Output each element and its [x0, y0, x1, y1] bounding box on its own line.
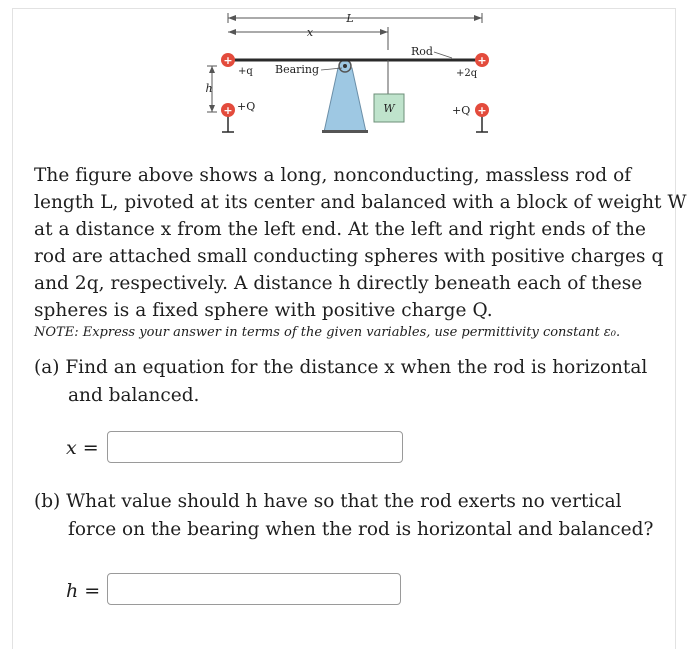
- bearing-pedestal: [324, 68, 366, 132]
- problem-line: rod are attached small conducting spheres with positive charges q: [34, 246, 664, 267]
- question-a: [34, 354, 674, 410]
- problem-line: length L, pivoted at its center and balanced with a block of weight W: [34, 192, 687, 213]
- answer-note: NOTE: Express your answer in terms of the given variables, use permittivity constant ε₀.: [34, 325, 621, 340]
- answer-b-input[interactable]: [107, 573, 401, 605]
- label-plus-Q-right: +Q: [452, 104, 471, 117]
- problem-line: spheres is a fixed sphere with positive charge Q.: [34, 300, 493, 321]
- question-b-line1: (b) What value should h have so that the rod exerts no vertical: [34, 491, 622, 512]
- question-a-line1: (a) Find an equation for the distance x when the rod is horizontal: [34, 357, 648, 378]
- svg-text:+: +: [223, 54, 233, 67]
- label-plus-q: +q: [238, 66, 253, 77]
- problem-line: and 2q, respectively. A distance h directly beneath each of these: [34, 273, 643, 294]
- problem-figure: [190, 10, 510, 140]
- problem-statement: [34, 162, 687, 324]
- label-h: h: [205, 82, 213, 95]
- label-rod: Rod: [411, 45, 433, 58]
- problem-line: The figure above shows a long, nonconducting, massless rod of: [34, 165, 632, 186]
- label-plus-Q-left: +Q: [237, 100, 256, 113]
- svg-text:+: +: [477, 104, 487, 117]
- svg-text:+: +: [477, 54, 487, 67]
- label-L: L: [346, 12, 354, 25]
- label-bearing: Bearing: [275, 63, 320, 76]
- question-a-line2: and balanced.: [68, 385, 200, 406]
- svg-text:+: +: [223, 104, 233, 117]
- answer-b-label: h =: [66, 580, 101, 602]
- question-b-line2: force on the bearing when the rod is horizontal and balanced?: [68, 519, 654, 540]
- label-W: W: [383, 102, 395, 115]
- answer-a-label: x =: [66, 437, 99, 459]
- label-x: x: [306, 26, 314, 39]
- label-plus-2q: +2q: [456, 68, 478, 79]
- answer-a-input[interactable]: [107, 431, 403, 463]
- problem-line: at a distance x from the left end. At the left and right ends of the: [34, 219, 647, 240]
- question-b: [34, 488, 674, 544]
